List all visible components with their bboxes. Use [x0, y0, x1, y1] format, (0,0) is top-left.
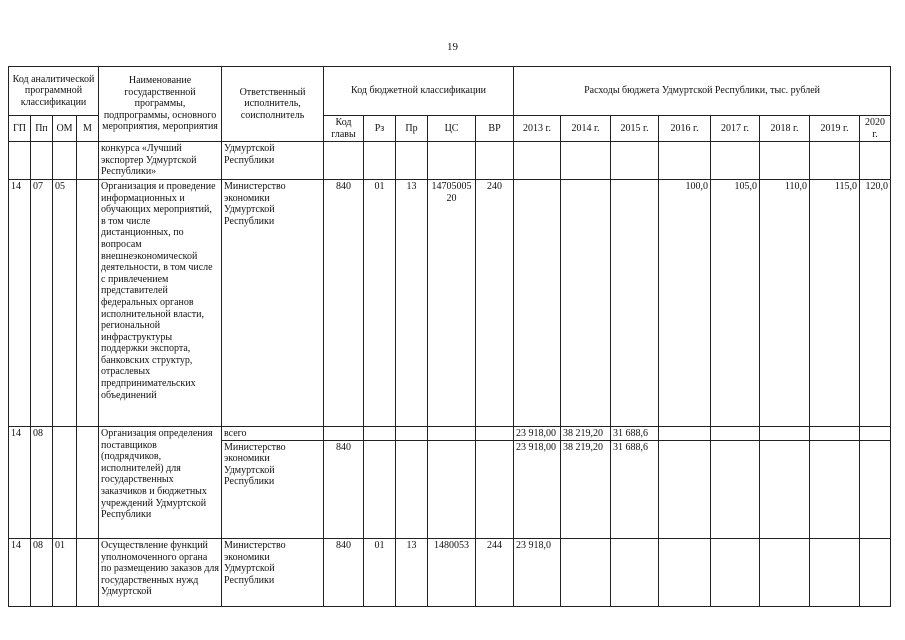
header-analytic-code: Код аналитической программной классификации — [9, 67, 99, 116]
row3-cs: 1480053 — [428, 538, 476, 606]
row1-gp: 14 — [9, 179, 31, 426]
header-expenses: Расходы бюджета Удмуртской Республики, тыс. рублей — [514, 67, 891, 116]
row1-cs: 14705005 20 — [428, 179, 476, 426]
row1-y2013 — [514, 179, 561, 426]
row2-total-y2014: 38 219,20 — [563, 427, 604, 439]
row3-y2020 — [860, 538, 891, 606]
header-year-2015: 2015 г. — [611, 116, 659, 142]
row3-y2014 — [561, 538, 611, 606]
row3-vr: 244 — [476, 538, 514, 606]
row1-y2019: 115,0 — [810, 179, 860, 426]
row3-rz: 01 — [364, 538, 396, 606]
row2-gp: 14 — [9, 426, 31, 538]
header-name: Наименование государственной программы, подпрограммы, основного мероприятия, мероприятия — [99, 67, 222, 142]
header-year-2017: 2017 г. — [711, 116, 760, 142]
row1-y2017: 105,0 — [711, 179, 760, 426]
row3-gp: 14 — [9, 538, 31, 606]
header-responsible: Ответственный исполнитель, соисполнитель — [222, 67, 324, 142]
budget-table — [8, 66, 891, 607]
row1-pr: 13 — [396, 179, 428, 426]
row3-pr: 13 — [396, 538, 428, 606]
row3-m — [77, 538, 99, 606]
header-year-2013: 2013 г. — [514, 116, 561, 142]
header-year-2018: 2018 г. — [760, 116, 810, 142]
row3-pp: 08 — [31, 538, 53, 606]
row1-y2020: 120,0 — [860, 179, 891, 426]
table-row — [9, 426, 891, 538]
row2-y2015: 31 688,6 — [611, 440, 658, 454]
row1-y2014 — [561, 179, 611, 426]
header-om: ОМ — [53, 116, 77, 142]
row2-m — [77, 426, 99, 538]
page-number: 19 — [447, 41, 458, 53]
row-cont-name: конкурса «Лучший экспортер Удмуртской Республики» — [99, 142, 222, 180]
row1-y2018: 110,0 — [760, 179, 810, 426]
row-cont-resp: Удмуртской Республики — [222, 142, 324, 180]
row3-y2019 — [810, 538, 860, 606]
row2-name: Организация определения поставщиков (подрядчиков, исполнителей) для государственных заказчиков и бюджетных учреждений Удмуртской Республики — [99, 426, 222, 538]
table-row — [9, 538, 891, 606]
header-kod-glavy: Код главы — [324, 116, 364, 142]
header-cs: ЦС — [428, 116, 476, 142]
row3-om: 01 — [53, 538, 77, 606]
row1-y2016: 100,0 — [659, 179, 711, 426]
header-rz: Рз — [364, 116, 396, 142]
row1-rz: 01 — [364, 179, 396, 426]
row2-kod: 840 — [324, 440, 363, 454]
row1-om: 05 — [53, 179, 77, 426]
row1-name: Организация и проведение информационных и обучающих мероприятий, в том числе дистанционных, по вопросам внешнеэкономической деятельности, в том числе с привлечением представителей федеральных органов исполнительной власти, региональной инфраструктуры поддержки экспорта, банковских структур, отраслевых предпринимательских объединений — [99, 179, 222, 426]
row1-m — [77, 179, 99, 426]
header-year-2020: 2020 г. — [860, 116, 891, 142]
row2-y2013: 23 918,00 — [514, 440, 560, 454]
row3-y2018 — [760, 538, 810, 606]
row1-y2015 — [611, 179, 659, 426]
row3-y2016 — [659, 538, 711, 606]
row1-resp: Министерство экономики Удмуртской Республики — [222, 179, 324, 426]
row3-kod: 840 — [324, 538, 364, 606]
row3-name: Осуществление функций уполномоченного органа по размещению заказов для государственных нужд Удмуртской — [99, 538, 222, 606]
header-pp: Пп — [31, 116, 53, 142]
header-pr: Пр — [396, 116, 428, 142]
row2-resp: Министерство экономики Удмуртской Республики — [222, 440, 323, 488]
row2-resp-total: всего — [224, 427, 247, 439]
row2-y2014: 38 219,20 — [561, 440, 610, 454]
row1-vr: 240 — [476, 179, 514, 426]
row3-y2015 — [611, 538, 659, 606]
header-year-2019: 2019 г. — [810, 116, 860, 142]
row2-total-y2013: 23 918,00 — [516, 427, 557, 439]
header-year-2014: 2014 г. — [561, 116, 611, 142]
header-budget-code: Код бюджетной классификации — [324, 67, 514, 116]
row3-y2013: 23 918,0 — [514, 538, 561, 606]
row2-om — [53, 426, 77, 538]
row2-total-y2015: 31 688,6 — [613, 427, 649, 439]
table-row — [9, 179, 891, 426]
row3-y2017 — [711, 538, 760, 606]
row3-resp: Министерство экономики Удмуртской Республики — [222, 538, 324, 606]
header-vr: ВР — [476, 116, 514, 142]
header-year-2016: 2016 г. — [659, 116, 711, 142]
header-gp: ГП — [9, 116, 31, 142]
row2-pp: 08 — [31, 426, 53, 538]
row1-pp: 07 — [31, 179, 53, 426]
table-row — [9, 142, 891, 180]
header-m: М — [77, 116, 99, 142]
row1-kod: 840 — [324, 179, 364, 426]
